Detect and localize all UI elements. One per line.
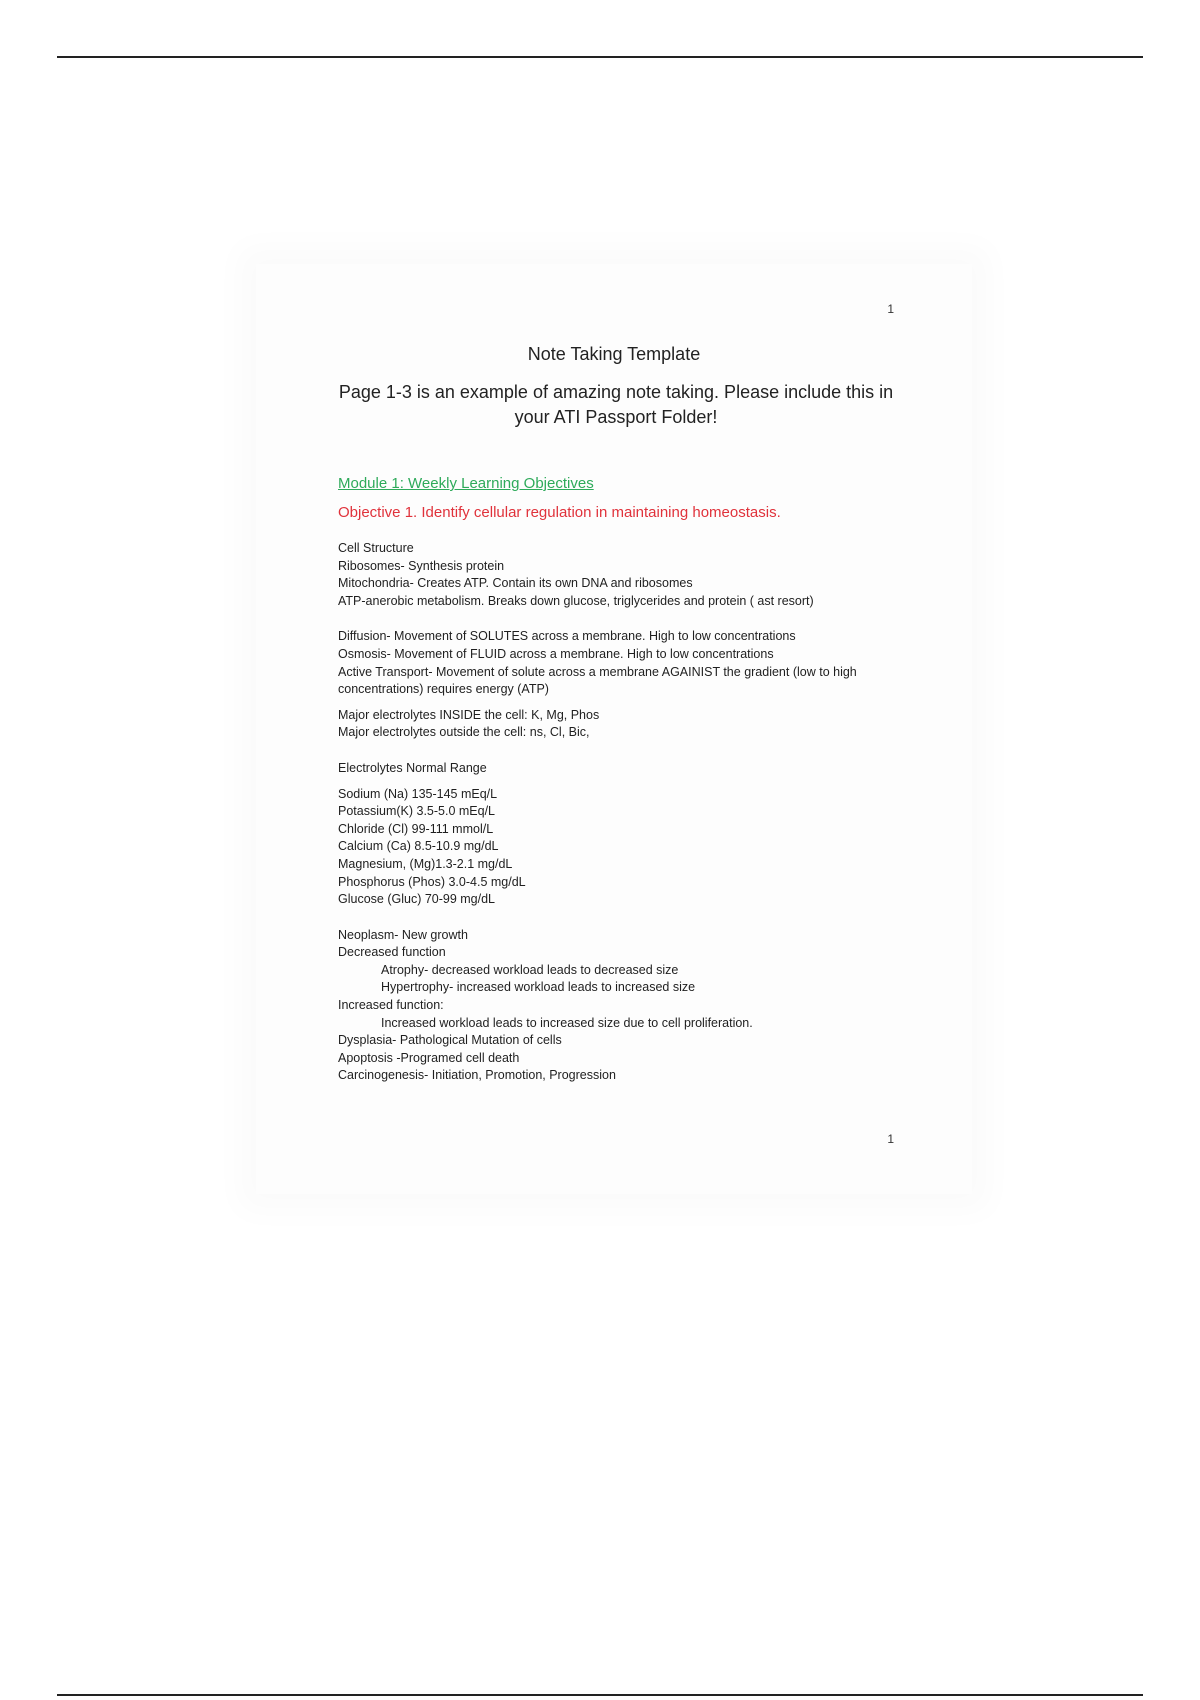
list-item: Chloride (Cl) 99-111 mmol/L — [338, 821, 494, 836]
normal-range-heading: Electrolytes Normal Range — [338, 760, 487, 775]
text-line: Increased function: — [338, 998, 444, 1013]
text-line: Cell Structure — [338, 541, 414, 555]
text-line: Major electrolytes outside the cell: ns, Cl, Bic, — [338, 725, 590, 740]
text-line: Ribosomes- Synthesis protein — [338, 558, 505, 573]
page-number-bottom: 1 — [887, 1132, 894, 1146]
document-title: Note Taking Template — [527, 344, 701, 364]
top-divider — [57, 56, 1143, 58]
document-body — [338, 474, 938, 1085]
page-number-top: 1 — [887, 302, 894, 316]
cell-structure-section — [338, 540, 938, 610]
text-line: Apoptosis -Programed cell death — [338, 1050, 520, 1065]
bottom-divider — [57, 1694, 1143, 1696]
text-line: Diffusion- Movement of SOLUTES across a membrane. High to low concentrations — [338, 629, 796, 644]
text-line: Decreased function — [338, 945, 446, 960]
document-subtitle: Page 1-3 is an example of amazing note taking. Please include this in your ATI Passport Folder! — [338, 382, 894, 427]
list-item: Phosphorus (Phos) 3.0-4.5 mg/dL — [338, 874, 526, 889]
text-line: Atrophy- decreased workload leads to decreased size — [381, 962, 679, 977]
electrolyte-location-section — [338, 707, 938, 742]
text-line: Major electrolytes INSIDE the cell: K, Mg, Phos — [338, 707, 600, 722]
list-item: Potassium(K) 3.5-5.0 mEq/L — [338, 804, 496, 819]
list-item: Calcium (Ca) 8.5-10.9 mg/dL — [338, 839, 499, 854]
text-line: Neoplasm- New growth — [338, 927, 468, 942]
text-line: Mitochondria- Creates ATP. Contain its own DNA and ribosomes — [338, 576, 693, 591]
module-heading-link[interactable]: Module 1: Weekly Learning Objectives — [338, 475, 594, 492]
text-line: ATP-anerobic metabolism. Breaks down glucose, triglycerides and protein ( ast resort) — [338, 593, 814, 608]
neoplasm-section — [338, 927, 938, 1085]
text-line: Dysplasia- Pathological Mutation of cells — [338, 1033, 562, 1048]
list-item: Magnesium, (Mg)1.3-2.1 mg/dL — [338, 856, 513, 871]
list-item: Sodium (Na) 135-145 mEq/L — [338, 786, 498, 801]
text-line: Carcinogenesis- Initiation, Promotion, Progression — [338, 1068, 616, 1083]
text-line: Active Transport- Movement of solute across a membrane AGAINIST the gradient (low to high concentrations) requires energy (ATP) — [338, 664, 857, 697]
document-page — [256, 264, 972, 1194]
objective-heading: Objective 1. Identify cellular regulation in maintaining homeostasis. — [338, 504, 781, 521]
text-line: Osmosis- Movement of FLUID across a membrane. High to low concentrations — [338, 646, 774, 661]
text-line: Increased workload leads to increased size due to cell proliferation. — [381, 1015, 753, 1030]
list-item: Glucose (Gluc) 70-99 mg/dL — [338, 892, 496, 907]
text-line: Hypertrophy- increased workload leads to increased size — [381, 980, 696, 995]
normal-range-list — [338, 786, 938, 909]
transport-section — [338, 628, 938, 698]
